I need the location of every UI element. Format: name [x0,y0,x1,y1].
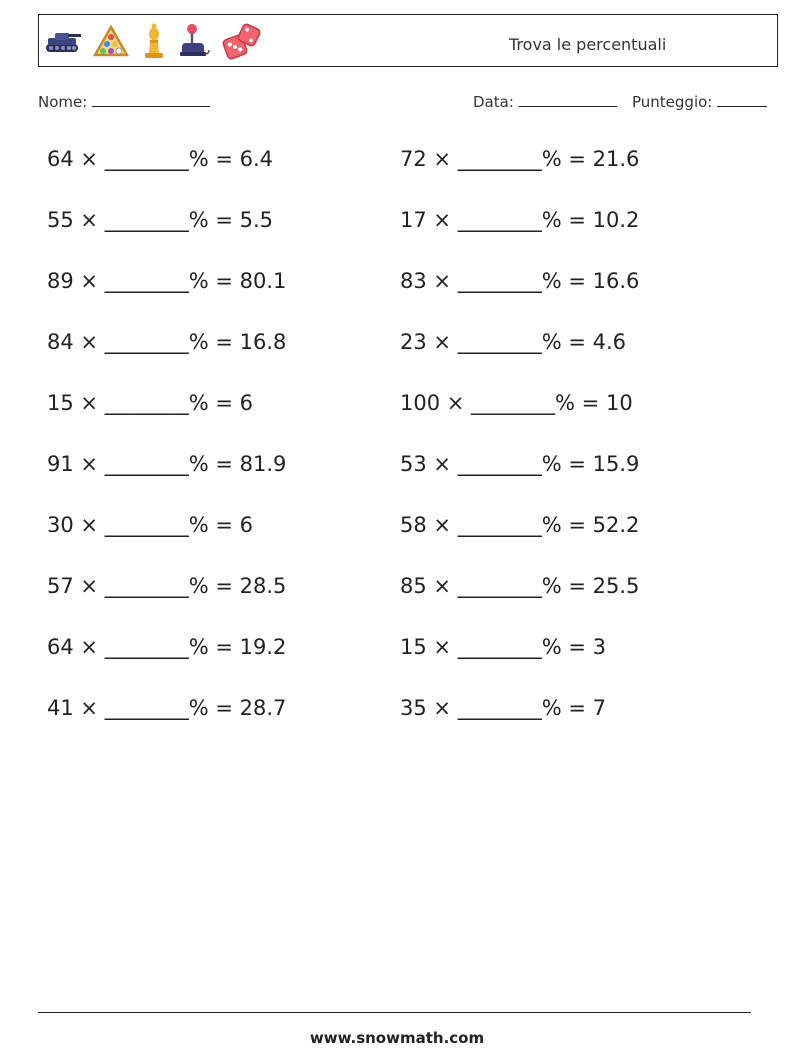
problem-left-7[interactable] [47,513,253,537]
billiard-rack-icon [92,24,130,58]
problem-factor: 84 [47,330,74,354]
problem-result: 16.8 [239,330,287,354]
problem-left-1[interactable] [47,147,273,171]
footer-site: www.snowmath.com [309,1029,485,1047]
problem-right-2[interactable] [400,208,639,232]
chess-bishop-icon [139,21,169,61]
percent-equals: % = [188,513,240,537]
answer-blank[interactable]: ________ [104,147,189,171]
dice-icon [221,21,263,61]
problem-right-7[interactable] [400,513,639,537]
problem-result: 80.1 [239,269,287,293]
answer-blank[interactable]: ________ [104,269,189,293]
problem-factor: 17 [400,208,427,232]
answer-blank[interactable]: ________ [104,635,189,659]
answer-blank[interactable]: ________ [471,391,556,415]
problem-result: 19.2 [239,635,287,659]
problem-right-10[interactable] [400,696,606,720]
answer-blank[interactable]: ________ [104,574,189,598]
name-blank[interactable] [92,92,210,107]
score-label: Punteggio: [632,93,713,111]
times-sign: × [73,513,105,537]
answer-blank[interactable]: ________ [104,452,189,476]
answer-blank[interactable]: ________ [457,208,542,232]
problem-result: 10.2 [592,208,640,232]
problem-right-9[interactable] [400,635,606,659]
answer-blank[interactable]: ________ [104,391,189,415]
problem-result: 25.5 [592,574,640,598]
times-sign: × [440,391,472,415]
times-sign: × [426,513,458,537]
percent-equals: % = [188,452,240,476]
name-label: Nome: [38,93,88,111]
percent-equals: % = [541,330,593,354]
percent-equals: % = [541,513,593,537]
percent-equals: % = [188,208,240,232]
problem-left-3[interactable] [47,269,286,293]
score-field[interactable] [632,92,767,111]
problem-result: 21.6 [592,147,640,171]
problem-result: 10 [605,391,633,415]
problem-factor: 15 [47,391,74,415]
problem-result: 6.4 [239,147,273,171]
date-blank[interactable] [519,92,617,107]
percent-equals: % = [188,269,240,293]
problem-factor: 83 [400,269,427,293]
header-box [38,14,778,67]
problem-left-2[interactable] [47,208,273,232]
date-field[interactable] [473,92,617,111]
percent-equals: % = [541,269,593,293]
times-sign: × [73,330,105,354]
problem-factor: 55 [47,208,74,232]
page-title: Trova le percentuali [509,35,667,54]
problem-result: 5.5 [239,208,273,232]
percent-equals: % = [541,147,593,171]
problem-right-1[interactable] [400,147,639,171]
times-sign: × [426,330,458,354]
problem-result: 15.9 [592,452,640,476]
problem-right-6[interactable] [400,452,639,476]
answer-blank[interactable]: ________ [104,330,189,354]
times-sign: × [73,635,105,659]
percent-equals: % = [188,147,240,171]
times-sign: × [73,452,105,476]
joystick-icon [178,21,212,61]
problem-result: 28.7 [239,696,287,720]
problem-result: 7 [592,696,606,720]
times-sign: × [73,574,105,598]
times-sign: × [73,208,105,232]
answer-blank[interactable]: ________ [457,330,542,354]
problem-factor: 100 [400,391,441,415]
problem-factor: 64 [47,635,74,659]
problem-result: 3 [592,635,606,659]
answer-blank[interactable]: ________ [104,208,189,232]
score-blank[interactable] [717,92,767,107]
answer-blank[interactable]: ________ [457,574,542,598]
problem-result: 28.5 [239,574,287,598]
tank-icon [43,24,83,58]
problem-factor: 72 [400,147,427,171]
problem-result: 4.6 [592,330,626,354]
answer-blank[interactable]: ________ [457,696,542,720]
answer-blank[interactable]: ________ [457,635,542,659]
problem-factor: 23 [400,330,427,354]
percent-equals: % = [188,330,240,354]
problem-left-5[interactable] [47,391,253,415]
footer-divider [38,1012,751,1013]
problem-factor: 30 [47,513,74,537]
problem-factor: 85 [400,574,427,598]
percent-equals: % = [188,574,240,598]
percent-equals: % = [188,391,240,415]
problem-result: 16.6 [592,269,640,293]
percent-equals: % = [541,635,593,659]
percent-equals: % = [555,391,606,415]
problem-right-5[interactable] [400,391,633,415]
problem-factor: 41 [47,696,74,720]
problem-right-3[interactable] [400,269,639,293]
problem-result: 81.9 [239,452,287,476]
times-sign: × [426,147,458,171]
times-sign: × [426,635,458,659]
problem-left-10[interactable] [47,696,286,720]
times-sign: × [426,269,458,293]
problem-result: 6 [239,513,253,537]
problem-factor: 53 [400,452,427,476]
answer-blank[interactable]: ________ [457,452,542,476]
percent-equals: % = [188,635,240,659]
problem-result: 6 [239,391,253,415]
percent-equals: % = [188,696,240,720]
header-icons [43,19,263,63]
times-sign: × [73,147,105,171]
problem-factor: 91 [47,452,74,476]
problem-result: 52.2 [592,513,640,537]
problem-left-6[interactable] [47,452,286,476]
percent-equals: % = [541,452,593,476]
times-sign: × [426,574,458,598]
problem-left-9[interactable] [47,635,286,659]
times-sign: × [426,452,458,476]
times-sign: × [73,391,105,415]
answer-blank[interactable]: ________ [457,513,542,537]
problem-right-8[interactable] [400,574,639,598]
problem-left-4[interactable] [47,330,286,354]
problem-factor: 64 [47,147,74,171]
problem-factor: 57 [47,574,74,598]
percent-equals: % = [541,574,593,598]
answer-blank[interactable]: ________ [104,513,189,537]
times-sign: × [73,696,105,720]
problem-left-8[interactable] [47,574,286,598]
problem-factor: 35 [400,696,427,720]
name-field[interactable] [38,92,210,111]
problem-factor: 89 [47,269,74,293]
times-sign: × [426,696,458,720]
answer-blank[interactable]: ________ [104,696,189,720]
date-label: Data: [473,93,514,111]
percent-equals: % = [541,208,593,232]
percent-equals: % = [541,696,593,720]
problem-right-4[interactable] [400,330,626,354]
answer-blank[interactable]: ________ [457,269,542,293]
times-sign: × [73,269,105,293]
answer-blank[interactable]: ________ [457,147,542,171]
problem-factor: 15 [400,635,427,659]
times-sign: × [426,208,458,232]
problem-factor: 58 [400,513,427,537]
